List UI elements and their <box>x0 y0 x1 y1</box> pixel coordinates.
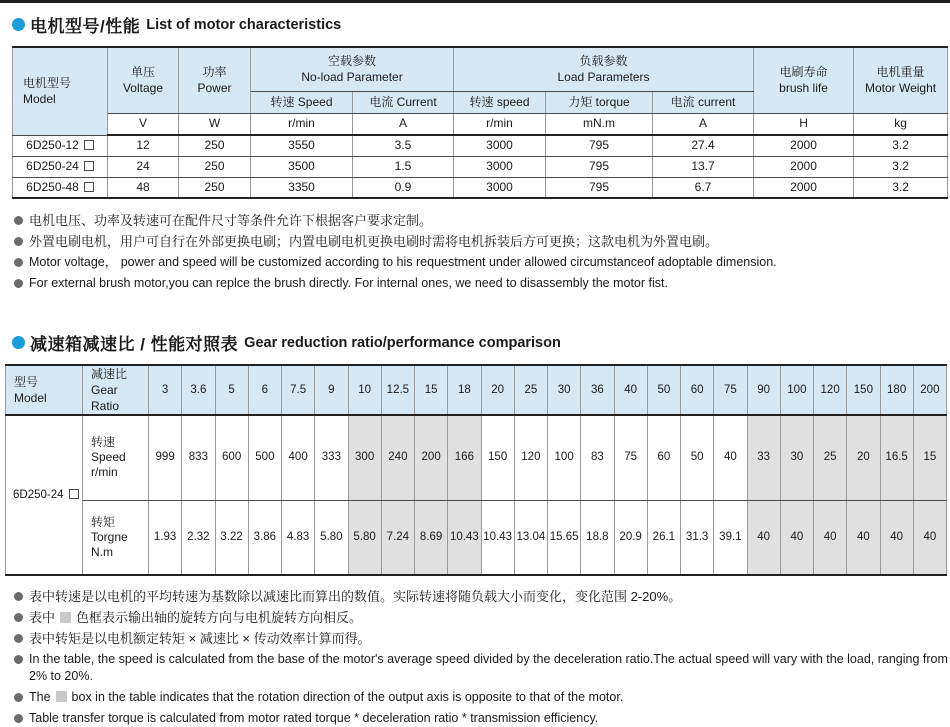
section2-title-zh: 减速箱减速比 / 性能对照表 <box>30 335 239 354</box>
bullet-dot-icon <box>14 693 23 702</box>
header-voltage <box>108 47 179 113</box>
ratio-header-value: 150 <box>847 365 880 415</box>
bullet-dot-icon <box>14 714 23 723</box>
torque-value: 4.83 <box>282 500 315 575</box>
load-speed-value: 3000 <box>454 177 546 198</box>
unit-weight: kg <box>854 113 948 135</box>
note-text: 外置电刷电机，用户可自行在外部更换电刷；内置电刷电机更换电刷时需将电机拆装后方可更换；这款电机为外置电刷。 <box>29 234 719 249</box>
brush-life-value: 2000 <box>754 177 854 198</box>
noload-speed-value: 3550 <box>251 135 353 156</box>
bullet-dot-icon <box>12 18 25 31</box>
torque-value: 31.3 <box>681 500 714 575</box>
torque-label-zh: 转矩 <box>91 514 116 529</box>
note-text: 电机电压、功率及转速可在配件尺寸等条件允许下根据客户要求定制。 <box>29 213 433 228</box>
speed-value: 120 <box>514 415 547 500</box>
bullet-dot-icon <box>14 216 23 225</box>
note-text-post: 色框表示输出轴的旋转方向与电机旋转方向相反。 <box>76 610 363 625</box>
note-text-post: box in the table indicates that the rotation direction of the output axis is opposite to that of the motor. <box>71 690 624 704</box>
checkbox-square-icon <box>84 182 94 192</box>
model-cell <box>13 177 108 198</box>
header-brush-en: brush life <box>779 81 828 96</box>
ratio-header-value: 15 <box>415 365 448 415</box>
header-voltage-en: Voltage <box>122 81 164 96</box>
bullet-dot-icon <box>14 634 23 643</box>
ratio-header-value: 12.5 <box>381 365 414 415</box>
speed-value: 25 <box>814 415 847 500</box>
speed-value: 999 <box>149 415 182 500</box>
header-model <box>13 47 108 135</box>
voltage-value: 12 <box>108 135 179 156</box>
speed-value: 30 <box>780 415 813 500</box>
note-text: Motor voltage， power and speed will be customized according to his requestment under allowed circumstanceof adoptable dimension. <box>29 255 777 269</box>
bullet-dot-icon <box>14 613 23 622</box>
note-text <box>29 609 362 626</box>
model-cell <box>13 135 108 156</box>
torque-value: 40 <box>847 500 880 575</box>
ratio-header-value: 20 <box>481 365 514 415</box>
noload-speed-value: 3350 <box>251 177 353 198</box>
ratio-header-value: 25 <box>514 365 547 415</box>
table-row <box>13 135 948 156</box>
torque-value: 8.69 <box>415 500 448 575</box>
header-model-zh: 型号 <box>14 375 39 389</box>
header-load-speed: 转速 speed <box>454 91 546 113</box>
ratio-header-value: 5 <box>215 365 248 415</box>
header-noload-group <box>251 47 454 91</box>
header-ratio-en: Gear Ratio <box>91 383 120 413</box>
header-model-en: Model <box>23 92 56 107</box>
section1-title-zh: 电机型号/性能 <box>30 17 141 36</box>
noload-speed-value: 3500 <box>251 156 353 177</box>
speed-value: 83 <box>581 415 614 500</box>
table-row <box>13 177 948 198</box>
note-text: For external brush motor,you can replce the brush directly. For internal ones, we need to disassembly the motor fist. <box>29 276 668 290</box>
header-power-zh: 功率 <box>202 65 227 80</box>
gear-ratio-table <box>5 364 947 576</box>
model-cell <box>6 415 83 575</box>
header-brush-life <box>754 47 854 113</box>
note-line <box>14 588 950 605</box>
ratio-header-value: 90 <box>747 365 780 415</box>
header-load-torque: 力矩 torque <box>546 91 653 113</box>
ratio-header-value: 180 <box>880 365 913 415</box>
ratio-header-value: 60 <box>681 365 714 415</box>
speed-value: 40 <box>714 415 747 500</box>
speed-value: 150 <box>481 415 514 500</box>
load-current-value: 6.7 <box>653 177 754 198</box>
note-line <box>14 609 950 626</box>
note-text-pre: 表中 <box>29 610 56 625</box>
speed-value: 75 <box>614 415 647 500</box>
torque-value: 10.43 <box>481 500 514 575</box>
speed-value: 100 <box>548 415 581 500</box>
checkbox-square-icon <box>84 140 94 150</box>
brush-life-value: 2000 <box>754 156 854 177</box>
ratio-header-value: 7.5 <box>282 365 315 415</box>
voltage-value: 48 <box>108 177 179 198</box>
torque-value: 39.1 <box>714 500 747 575</box>
torque-value: 3.86 <box>248 500 281 575</box>
torque-value: 1.93 <box>149 500 182 575</box>
weight-value: 3.2 <box>854 177 948 198</box>
speed-value: 833 <box>182 415 215 500</box>
checkbox-square-icon <box>84 161 94 171</box>
torque-value: 40 <box>913 500 946 575</box>
speed-value: 300 <box>348 415 381 500</box>
power-value: 250 <box>179 156 251 177</box>
power-value: 250 <box>179 135 251 156</box>
note-line <box>14 212 950 229</box>
ratio-header-value: 36 <box>581 365 614 415</box>
header-noload-speed: 转速 Speed <box>251 91 353 113</box>
ratio-header-value: 9 <box>315 365 348 415</box>
speed-unit: r/min <box>91 465 118 480</box>
model-cell <box>13 156 108 177</box>
ratio-header-value: 200 <box>913 365 946 415</box>
note-line <box>14 233 950 250</box>
torque-value: 26.1 <box>647 500 680 575</box>
section1-notes <box>14 212 950 292</box>
table-row <box>13 156 948 177</box>
model-name: 6D250-12 <box>26 138 79 152</box>
ratio-header-value: 120 <box>814 365 847 415</box>
speed-value: 20 <box>847 415 880 500</box>
speed-value: 50 <box>681 415 714 500</box>
gray-box-icon <box>56 691 67 702</box>
header-brush-zh: 电刷寿命 <box>779 65 828 80</box>
section2-title <box>12 330 950 355</box>
speed-value: 60 <box>647 415 680 500</box>
speed-value: 15 <box>913 415 946 500</box>
section1-title-en: List of motor characteristics <box>146 16 342 33</box>
bullet-dot-icon <box>14 592 23 601</box>
header-load-current: 电流 current <box>653 91 754 113</box>
unit-load-current: A <box>653 113 754 135</box>
noload-current-value: 1.5 <box>353 156 454 177</box>
torque-value: 15.65 <box>548 500 581 575</box>
torque-label-en: Torgne <box>91 529 128 544</box>
torque-value: 40 <box>747 500 780 575</box>
ratio-header-value: 100 <box>780 365 813 415</box>
torque-value: 13.04 <box>514 500 547 575</box>
speed-value: 33 <box>747 415 780 500</box>
ratio-header-value: 75 <box>714 365 747 415</box>
speed-value: 16.5 <box>880 415 913 500</box>
header-noload-en: No-load Parameter <box>301 70 403 85</box>
weight-value: 3.2 <box>854 156 948 177</box>
ratio-header-value: 40 <box>614 365 647 415</box>
unit-power: W <box>179 113 251 135</box>
load-speed-value: 3000 <box>454 135 546 156</box>
note-text-pre: The <box>29 690 51 704</box>
note-line <box>14 710 950 727</box>
header-power-en: Power <box>197 81 232 96</box>
torque-value: 40 <box>780 500 813 575</box>
note-line <box>14 275 950 292</box>
unit-brush: H <box>754 113 854 135</box>
bullet-dot-icon <box>12 336 25 349</box>
weight-value: 3.2 <box>854 135 948 156</box>
note-text: Table transfer torque is calculated from motor rated torque * deceleration ratio * transmission efficiency. <box>29 711 599 725</box>
unit-noload-speed: r/min <box>251 113 353 135</box>
header-weight-zh: 电机重量 <box>876 65 925 80</box>
header-load-zh: 负载参数 <box>579 54 628 69</box>
speed-value: 333 <box>315 415 348 500</box>
speed-value: 240 <box>381 415 414 500</box>
torque-value: 18.8 <box>581 500 614 575</box>
bullet-dot-icon <box>14 655 23 664</box>
ratio-header-value: 18 <box>448 365 481 415</box>
header-model-en: Model <box>14 391 47 405</box>
ratio-header-value: 3 <box>149 365 182 415</box>
header-model-zh: 电机型号 <box>23 76 72 91</box>
model-name: 6D250-48 <box>26 179 79 194</box>
unit-noload-current: A <box>353 113 454 135</box>
note-line <box>14 254 950 271</box>
bullet-dot-icon <box>14 258 23 267</box>
speed-value: 500 <box>248 415 281 500</box>
load-current-value: 27.4 <box>653 135 754 156</box>
load-speed-value: 3000 <box>454 156 546 177</box>
header-noload-current: 电流 Current <box>353 91 454 113</box>
speed-value: 166 <box>448 415 481 500</box>
unit-load-torque: mN.m <box>546 113 653 135</box>
unit-load-speed: r/min <box>454 113 546 135</box>
load-torque-value: 795 <box>546 156 653 177</box>
bullet-dot-icon <box>14 279 23 288</box>
note-text <box>29 689 623 706</box>
note-text: 表中转矩是以电机额定转矩 × 减速比 × 传动效率计算而得。 <box>29 631 371 646</box>
note-line <box>14 651 950 685</box>
gray-box-icon <box>60 612 71 623</box>
torque-value: 7.24 <box>381 500 414 575</box>
torque-value: 5.80 <box>348 500 381 575</box>
header-weight-en: Motor Weight <box>864 81 937 96</box>
torque-value: 2.32 <box>182 500 215 575</box>
section2-title-en: Gear reduction ratio/performance comparison <box>244 334 561 351</box>
note-line <box>14 689 950 706</box>
header-model <box>6 365 83 415</box>
speed-label-zh: 转速 <box>91 435 116 450</box>
ratio-header-value: 30 <box>548 365 581 415</box>
checkbox-square-icon <box>69 489 79 499</box>
voltage-value: 24 <box>108 156 179 177</box>
noload-current-value: 3.5 <box>353 135 454 156</box>
header-ratio-zh: 减速比 <box>91 367 128 381</box>
torque-value: 3.22 <box>215 500 248 575</box>
speed-value: 400 <box>282 415 315 500</box>
torque-row-label <box>83 500 149 575</box>
header-motor-weight <box>854 47 948 113</box>
ratio-header-value: 6 <box>248 365 281 415</box>
note-text: 表中转速是以电机的平均转速为基数除以减速比而算出的数值。实际转速将随负载大小而变化，变化范围 2-20%。 <box>29 589 682 604</box>
torque-value: 10.43 <box>448 500 481 575</box>
model-name: 6D250-24 <box>26 159 79 173</box>
header-load-en: Load Parameters <box>557 70 650 85</box>
speed-row-label <box>83 415 149 500</box>
load-torque-value: 795 <box>546 135 653 156</box>
torque-value: 5.80 <box>315 500 348 575</box>
brush-life-value: 2000 <box>754 135 854 156</box>
note-text: In the table, the speed is calculated from the base of the motor's average speed divided by the deceleration ratio.The actual speed will vary with the load, ranging from 2% to 20%. <box>29 652 948 683</box>
load-torque-value: 795 <box>546 177 653 198</box>
ratio-header-value: 50 <box>647 365 680 415</box>
power-value: 250 <box>179 177 251 198</box>
torque-value: 20.9 <box>614 500 647 575</box>
section1-title <box>12 12 950 37</box>
torque-value: 40 <box>880 500 913 575</box>
load-current-value: 13.7 <box>653 156 754 177</box>
bullet-dot-icon <box>14 237 23 246</box>
header-load-group <box>454 47 754 91</box>
unit-voltage: V <box>108 113 179 135</box>
header-noload-zh: 空载参数 <box>328 54 377 69</box>
motor-characteristics-table <box>12 46 948 199</box>
model-name: 6D250-24 <box>13 488 64 501</box>
speed-value: 200 <box>415 415 448 500</box>
header-voltage-zh: 单压 <box>130 65 155 80</box>
section2-notes <box>14 588 950 727</box>
noload-current-value: 0.9 <box>353 177 454 198</box>
torque-value: 40 <box>814 500 847 575</box>
torque-unit: N.m <box>91 544 113 559</box>
header-power <box>179 47 251 113</box>
note-line <box>14 630 950 647</box>
ratio-header-value: 10 <box>348 365 381 415</box>
page-top-rule <box>0 0 950 3</box>
speed-value: 600 <box>215 415 248 500</box>
speed-label-en: Speed <box>91 450 126 465</box>
header-gear-ratio <box>83 365 149 415</box>
ratio-header-value: 3.6 <box>182 365 215 415</box>
